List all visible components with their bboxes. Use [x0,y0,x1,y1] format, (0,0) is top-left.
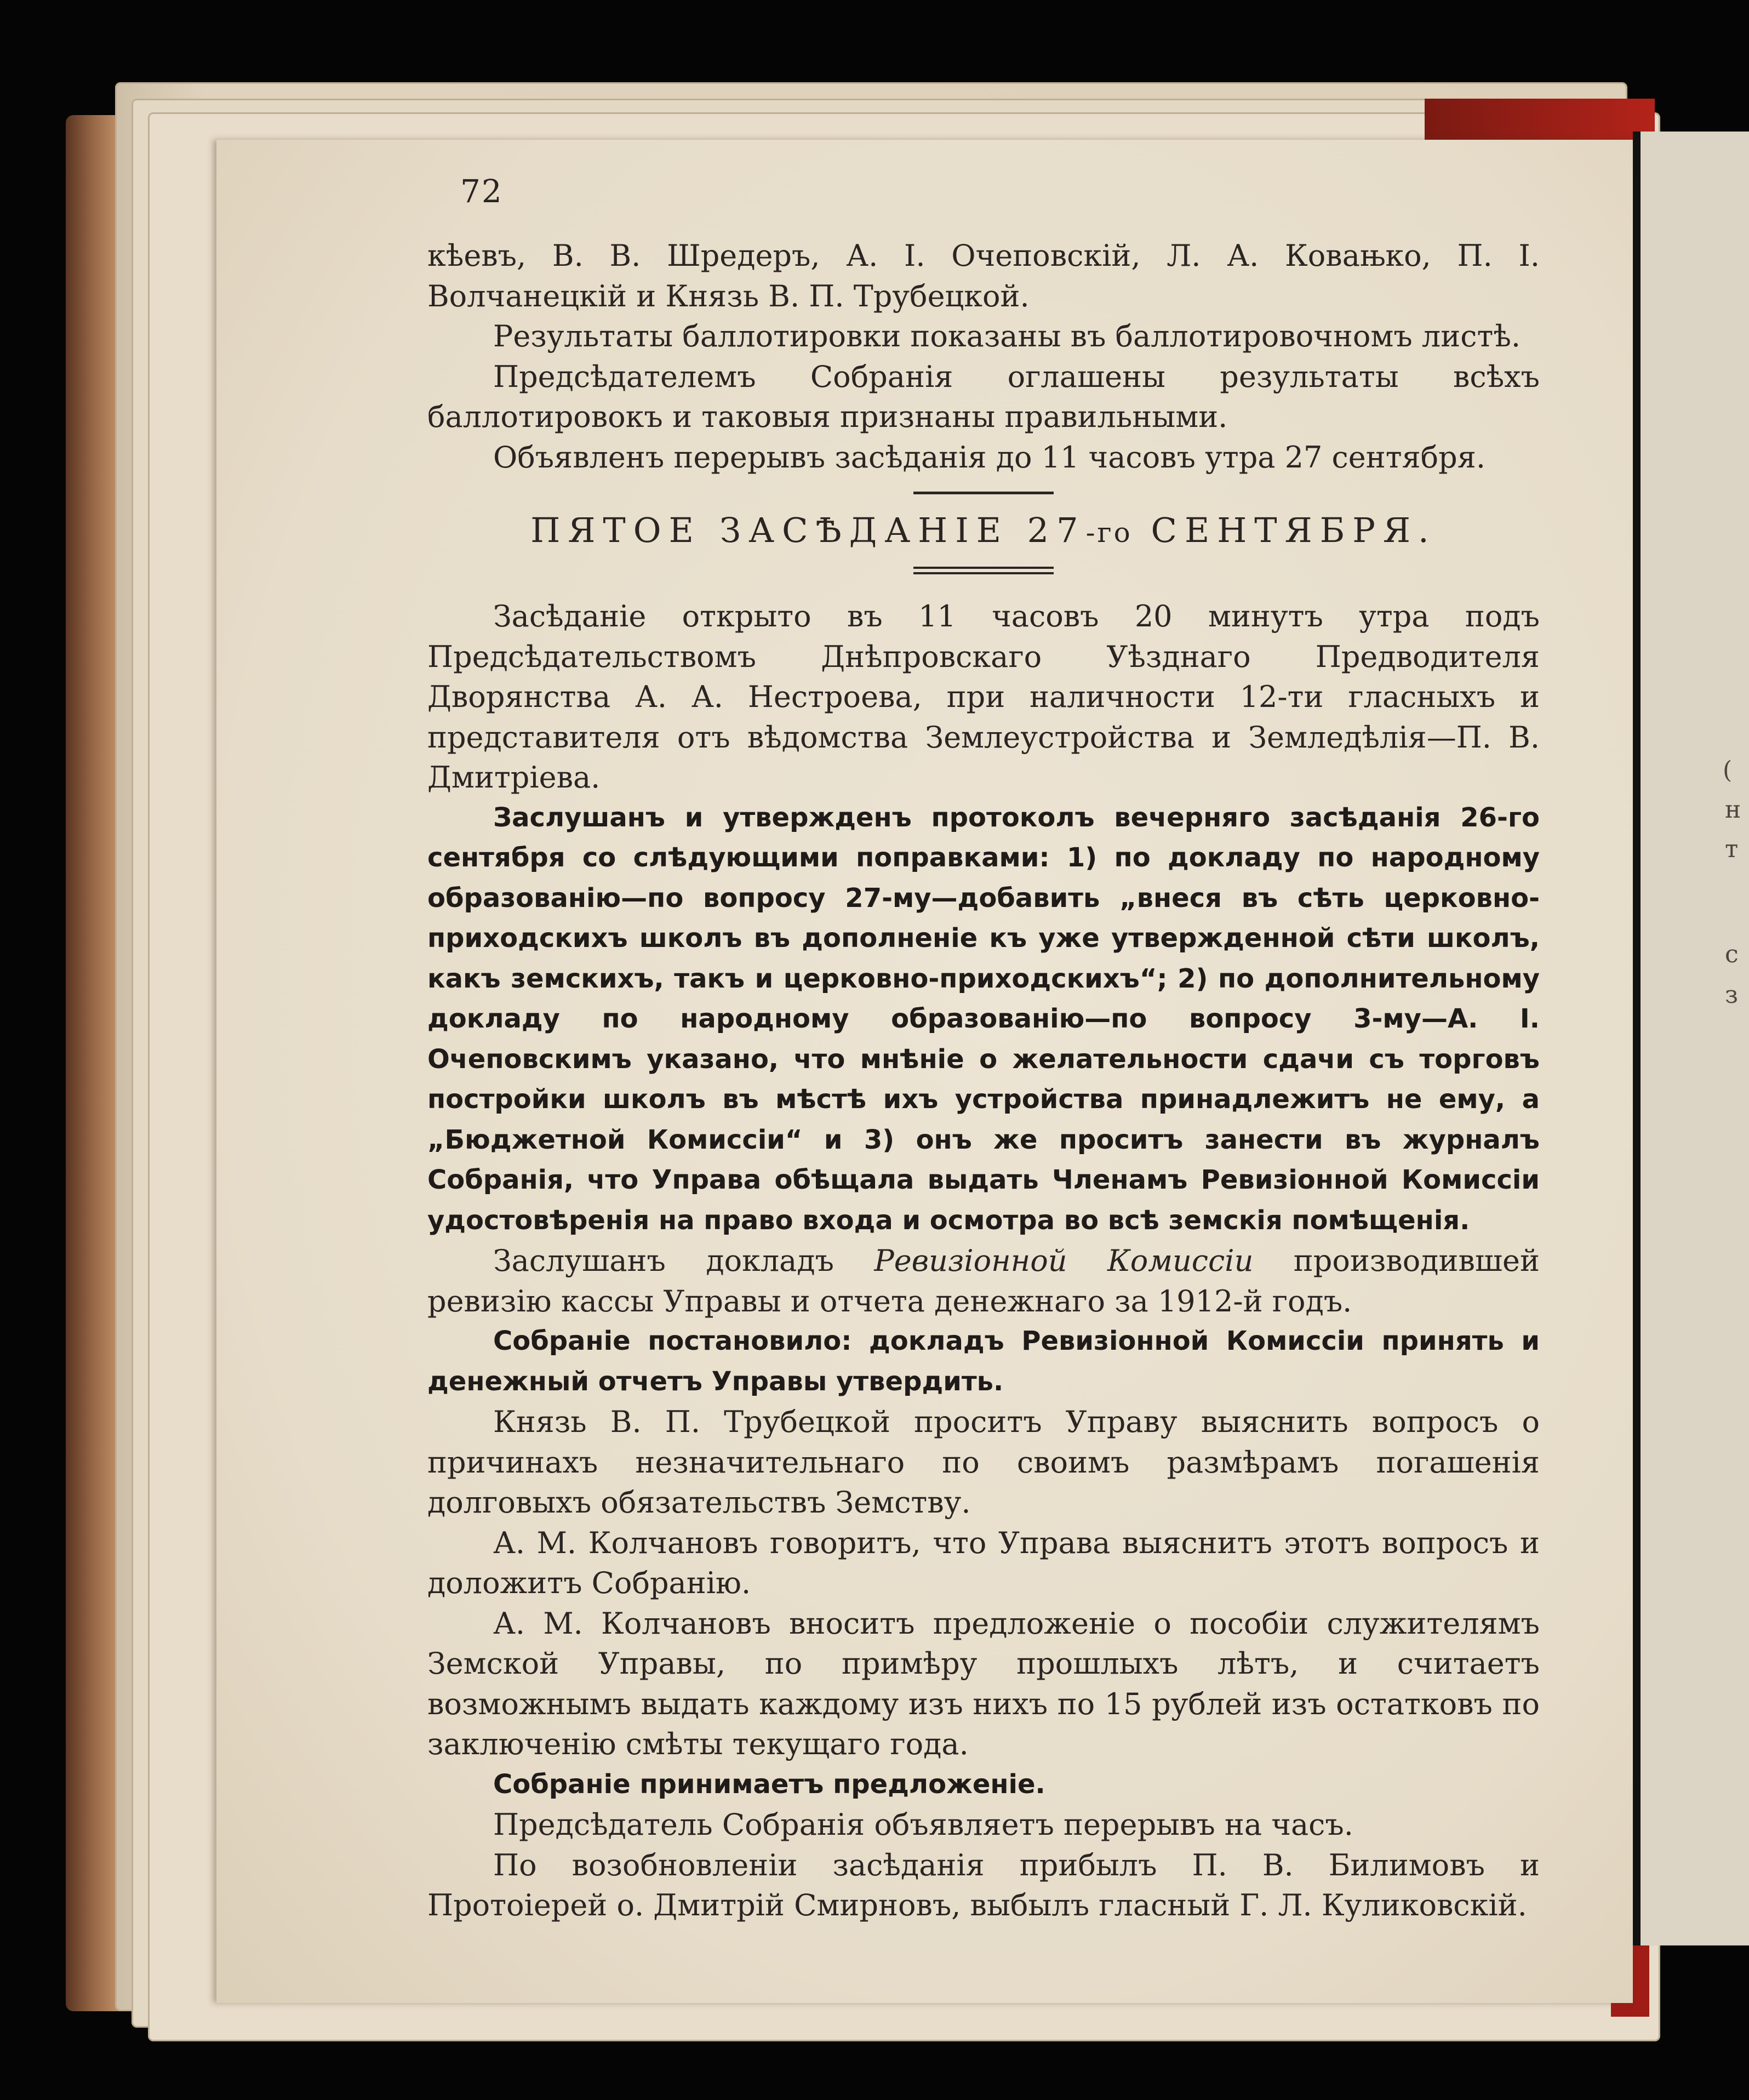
paragraph: Засѣданіе открыто въ 11 часовъ 20 минутъ утра подъ Предсѣдательствомъ Днѣпровскаго Уѣзднаго Предводителя Дворянства А. А. Нестроева, при наличности 12-ти гласныхъ и представителя отъ вѣдомства Землеустройства и Земледѣлія—П. В. Дмитріева. [427,599,1540,795]
page-text [427,236,1540,1926]
facing-page-glyph: ( [1723,756,1733,784]
facing-page [1633,132,1749,1945]
paragraph: Объявленъ перерывъ засѣданія до 11 часовъ утра 27 сентября. [493,440,1485,475]
binding-strip [1425,99,1655,142]
double-divider [913,567,1054,574]
resolution-paragraph: Собраніе постановило: докладъ Ревизіонной Комиссіи принять и денежный отчетъ Управы утвердить. [427,1326,1540,1397]
text-run: производившей ревизію кассы Управы и отчета денежнаго за 1912-й годъ. [427,1243,1540,1319]
resolution-paragraph: Собраніе принимаетъ предложеніе. [493,1768,1045,1800]
text-run: Заслушанъ докладъ [493,1243,875,1278]
paragraph [427,1241,1540,1321]
paragraph: Результаты баллотировки показаны въ баллотировочномъ листѣ. [493,319,1521,353]
facing-page-glyph: т [1725,835,1739,863]
section-heading-main: ПЯТОЕ ЗАСѢДАНІЕ 27 [530,510,1086,550]
paragraph: Предсѣдатель Собранія объявляетъ перерывъ на часъ. [493,1807,1353,1842]
facing-page-glyph: н [1725,796,1741,824]
section-heading-tail: СЕНТЯБРЯ. [1151,510,1437,550]
facing-page-glyph: с [1725,940,1739,968]
paragraph: А. М. Колчановъ вноситъ предложеніе о пособіи служителямъ Земской Управы, по примѣру прошлыхъ лѣтъ, и считаетъ возможнымъ выдать каждому изъ нихъ по 15 рублей изъ остатковъ по заключенію смѣты текущаго года. [427,1606,1540,1761]
resolution-paragraph: Заслушанъ и утвержденъ протоколъ вечерняго засѣданія 26-го сентября со слѣдующими поправками: 1) по докладу по народному образованію—по вопросу 27-му—добавить „внеся въ сѣть церковно-приходскихъ школъ въ дополненіе къ уже утвержденной сѣти школъ, какъ земскихъ, такъ и церковно-приходскихъ“; 2) по дополнительному докладу по народному образованію—по вопросу 3-му—А. І. Очеповскимъ указано, что мнѣніе о желательности сдачи съ торговъ постройки школъ въ мѣстѣ ихъ устройства принадлежитъ не ему, а „Бюджетной Комиссіи“ и 3) онъ же проситъ занести въ журналъ Собранія, что Управа обѣщала выдать Членамъ Ревизіонной Комиссіи удостовѣренія на право входа и осмотра во всѣ земскія помѣщенія. [427,802,1540,1236]
paragraph: кѣевъ, В. В. Шредеръ, А. І. Очеповскій, Л. А. Ковањко, П. І. Волчанецкій и Князь В. П. Трубецкой. [427,238,1540,313]
italic-text: Ревизіонной Комиссіи [874,1243,1254,1278]
paragraph: По возобновленіи засѣданія прибылъ П. В. Билимовъ и Протоіерей о. Дмитрій Смирновъ, выбылъ гласный Г. Л. Куликовскій. [427,1847,1540,1922]
paragraph: А. М. Колчановъ говоритъ, что Управа выяснитъ этотъ вопросъ и доложитъ Собранію. [427,1525,1540,1600]
paragraph: Предсѣдателемъ Собранія оглашены результаты всѣхъ баллотировокъ и таковыя признаны правильными. [427,359,1540,434]
divider [913,492,1054,494]
section-heading [427,509,1540,555]
paragraph: Князь В. П. Трубецкой проситъ Управу выяснить вопросъ о причинахъ незначительнаго по своимъ размѣрамъ погашенія долговыхъ обязательствъ Земству. [427,1405,1540,1520]
page-number: 72 [460,173,503,210]
facing-page-glyph: з [1725,981,1738,1009]
section-heading-suffix: -го [1085,517,1133,549]
